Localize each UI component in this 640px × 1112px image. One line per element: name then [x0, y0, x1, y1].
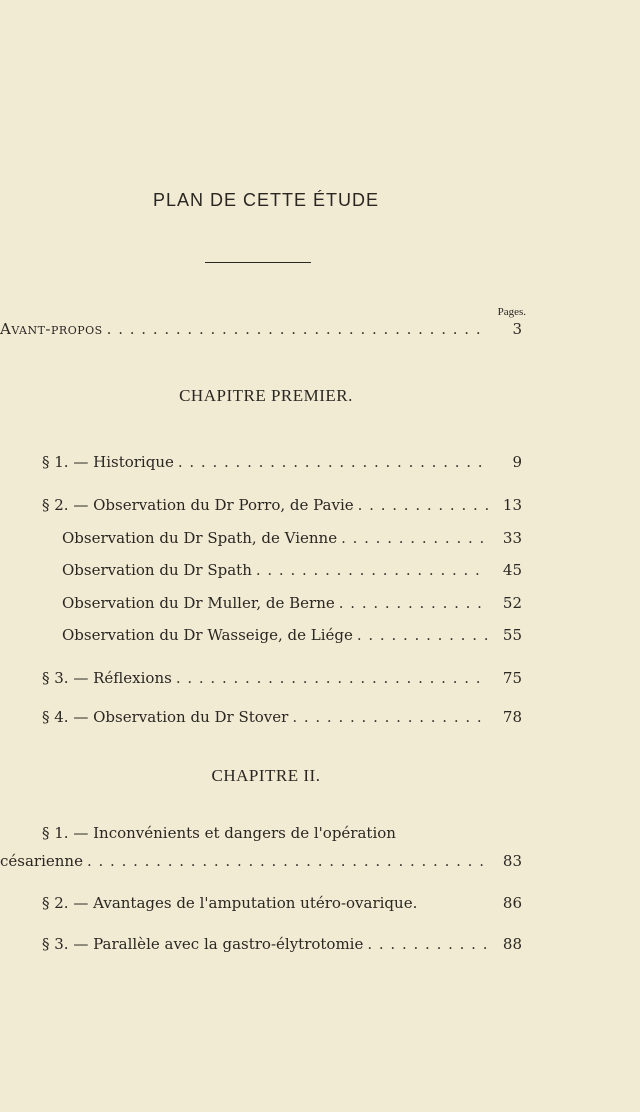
toc-entry-label: § 3. — Parallèle avec la gastro-élytrotomie	[42, 935, 364, 953]
toc-entry-label: Observation du Dr Spath, de Vienne	[62, 529, 338, 547]
page-title: PLAN DE CETTE ÉTUDE	[152, 190, 380, 210]
leader-dots	[107, 320, 488, 338]
toc-entry-label: Observation du Dr Spath	[62, 561, 252, 579]
toc-entry-label: césarienne	[0, 852, 83, 870]
toc-entry-page: 86	[502, 894, 522, 912]
leader-dots	[292, 708, 488, 726]
toc-entry-page: 83	[502, 852, 522, 870]
toc-entry-avant-propos	[0, 320, 522, 338]
leader-dots	[87, 852, 488, 870]
leader-dots	[256, 561, 488, 579]
toc-entry-page: 3	[512, 320, 522, 338]
toc-entry-label: § 1. — Historique	[42, 453, 174, 471]
toc-entry-page: 9	[512, 453, 522, 471]
toc-entry-label: § 2. — Avantages de l'amputation utéro-ovarique.	[42, 894, 418, 912]
chapter-heading-1: CHAPITRE PREMIER.	[179, 386, 353, 405]
toc-entry	[42, 496, 522, 514]
leader-dots	[176, 669, 488, 687]
toc-entry-page: 75	[502, 669, 522, 687]
toc-entry-page: 33	[502, 529, 522, 547]
toc-entry-page: 52	[502, 594, 522, 612]
toc-entry-page: 55	[502, 626, 522, 644]
leader-dots	[358, 496, 488, 514]
toc-entry-label: § 4. — Observation du Dr Stover	[42, 708, 289, 726]
toc-entry-label: § 2. — Observation du Dr Porro, de Pavie	[42, 496, 354, 514]
toc-entry	[62, 594, 522, 612]
pages-column-label: Pages.	[497, 306, 526, 318]
toc-entry-label: Observation du Dr Wasseige, de Liége	[62, 626, 353, 644]
toc-entry	[42, 894, 522, 912]
toc-entry	[62, 529, 522, 547]
toc-entry	[42, 453, 522, 471]
leader-dots	[357, 626, 488, 644]
toc-entry-page: 78	[502, 708, 522, 726]
toc-entry-label: Observation du Dr Muller, de Berne	[62, 594, 335, 612]
toc-entry	[0, 852, 522, 870]
leader-dots	[367, 935, 488, 953]
toc-entry	[42, 935, 522, 953]
title-divider	[205, 262, 311, 263]
toc-entry-label-line1: § 1. — Inconvénients et dangers de l'opération	[42, 824, 396, 842]
toc-entry-page: 88	[502, 935, 522, 953]
toc-entry	[62, 561, 522, 579]
toc-entry	[42, 669, 522, 687]
toc-entry	[62, 626, 522, 644]
leader-dots	[339, 594, 488, 612]
leader-dots	[178, 453, 488, 471]
chapter-heading-2: CHAPITRE II.	[211, 766, 321, 785]
toc-entry-page: 45	[502, 561, 522, 579]
toc-entry-page: 13	[502, 496, 522, 514]
leader-dots	[341, 529, 488, 547]
toc-entry	[42, 708, 522, 726]
toc-entry-label: Avant-propos	[0, 320, 103, 338]
toc-entry-label: § 3. — Réflexions	[42, 669, 172, 687]
